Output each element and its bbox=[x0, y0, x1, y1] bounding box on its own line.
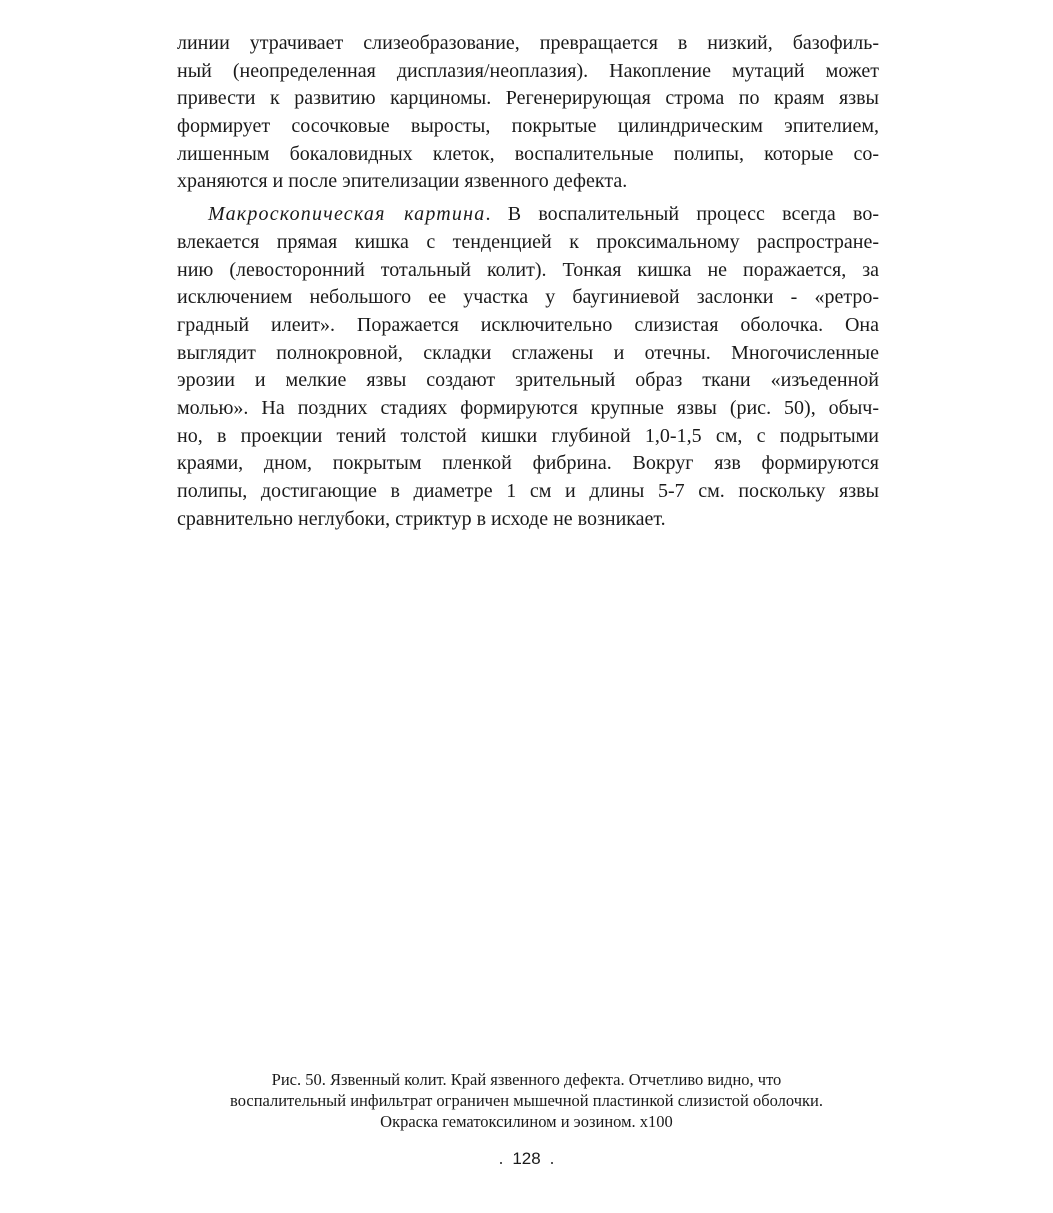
text-line: но, в проекции тений толстой кишки глубиной 1,0-1,5 см, с подрытыми bbox=[177, 424, 879, 447]
text-line: исключением небольшого ее участка у баугиниевой заслонки - «ретро- bbox=[177, 286, 879, 309]
caption-line: воспалительный инфильтрат ограничен мышечной пластинкой слизистой оболочки. bbox=[230, 1091, 823, 1110]
text-line: ный (неопределенная дисплазия/неоплазия). Накопление мутаций может bbox=[177, 59, 879, 82]
text-line: градный илеит». Поражается исключительно слизистая оболочка. Она bbox=[177, 313, 879, 336]
body-text bbox=[177, 30, 879, 533]
text-line: нию (левосторонний тотальный колит). Тонкая кишка не поражается, за bbox=[177, 258, 879, 281]
text-line: храняются и после эпителизации язвенного дефекта. bbox=[177, 170, 628, 193]
caption-line: Рис. 50. Язвенный колит. Край язвенного дефекта. Отчетливо видно, что bbox=[271, 1070, 782, 1089]
text-line: выглядит полнокровной, складки сглажены и отечны. Многочисленные bbox=[177, 341, 879, 364]
decorative-dot bbox=[551, 1162, 553, 1164]
text-line-rest: . В воспалительный процесс всегда во- bbox=[485, 203, 879, 226]
text-line: молью». На поздних стадиях формируются крупные язвы (рис. 50), обыч- bbox=[177, 396, 879, 419]
text-line: краями, дном, покрытым пленкой фибрина. Вокруг язв формируются bbox=[177, 452, 879, 475]
text-line: линии утрачивает слизеобразование, превращается в низкий, базофиль- bbox=[177, 32, 879, 54]
caption-line: Окраска гематоксилином и эозином. х100 bbox=[380, 1112, 673, 1131]
text-line: влекается прямая кишка с тенденцией к проксимальному распростране- bbox=[177, 230, 879, 253]
text-line: лишенным бокаловидных клеток, воспалительные полипы, которые со- bbox=[177, 142, 879, 165]
text-line: формирует сосочковые выросты, покрытые цилиндрическим эпителием, bbox=[177, 115, 879, 138]
page-number bbox=[0, 1149, 1053, 1169]
text-line: сравнительно неглубоки, стриктур в исходе не возникает. bbox=[177, 507, 666, 530]
text-line bbox=[177, 201, 879, 229]
text-line: привести к развитию карциномы. Регенерирующая строма по краям язвы bbox=[177, 87, 879, 110]
text-line: полипы, достигающие в диаметре 1 см и длины 5-7 см. поскольку язвы bbox=[177, 480, 879, 502]
page-number-value: 128 bbox=[512, 1149, 541, 1168]
figure-caption bbox=[150, 1069, 903, 1132]
section-heading-macroscopic: Макроскопическая картина bbox=[208, 203, 486, 226]
text-line: эрозии и мелкие язвы создают зрительный образ ткани «изъеденной bbox=[177, 369, 879, 392]
decorative-dot bbox=[500, 1162, 502, 1164]
